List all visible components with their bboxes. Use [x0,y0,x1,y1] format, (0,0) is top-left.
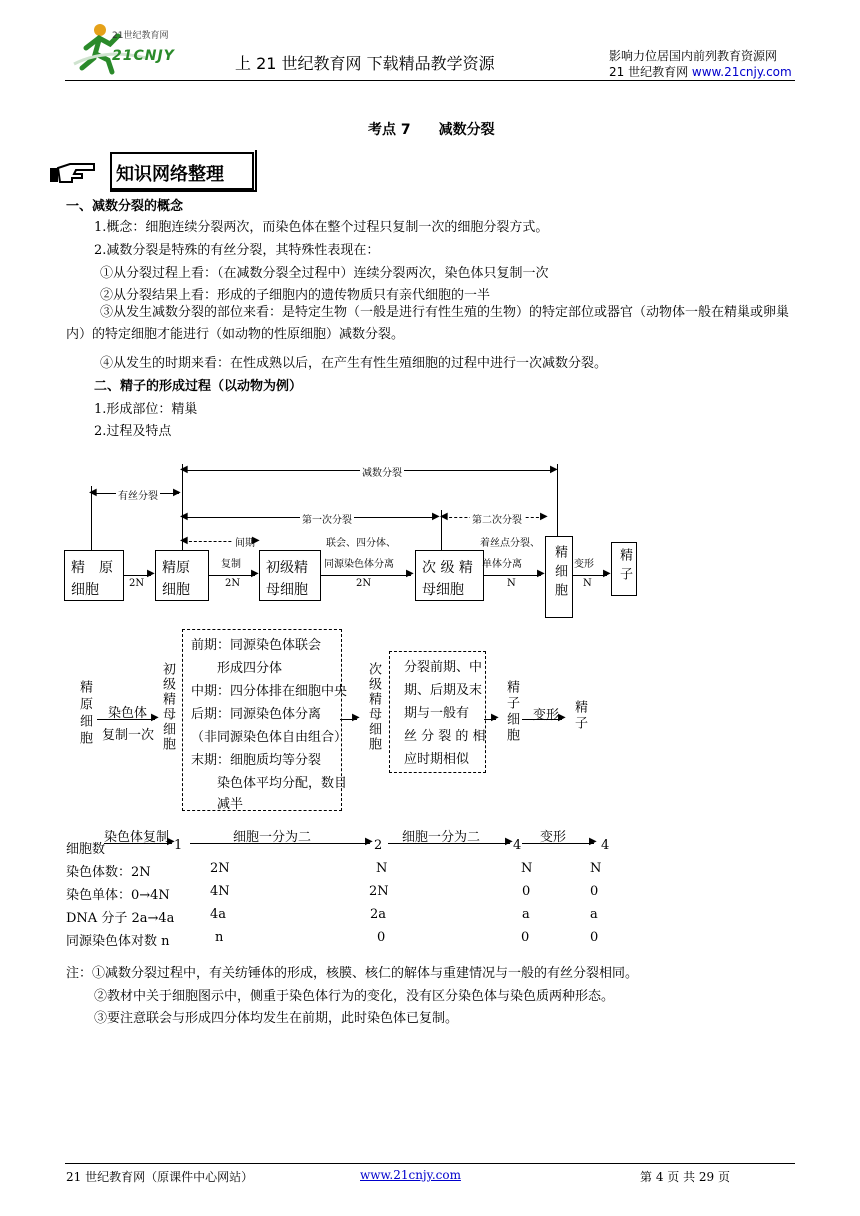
header-center: 上 21 世纪教育网 下载精品教学资源 [235,54,495,73]
header-link[interactable]: www.21cnjy.com [691,65,792,79]
logo[interactable] [66,18,186,76]
d2-primary: 初级精母细胞 [160,662,175,752]
footer-left: 21 世纪教育网（原课件中心网站） [66,1170,254,1184]
header-right-line2 [609,63,792,80]
note-2: ②教材中关于细胞图示中，侧重于染色体行为的变化，没有区分染色体与染色质两种形态。 [94,989,615,1004]
footer-link[interactable]: www.21cnjy.com [360,1168,461,1182]
d2-sperm: 精子 [572,700,587,732]
section2-p1: 1.形成部位：精巢 [94,402,198,417]
page-title: 考点 7 减数分裂 [368,122,495,138]
label-interphase: 间期 [233,534,257,549]
banner-text: 知识网络整理 [116,164,224,185]
box-spermatogonium-2: 精原 细胞 [155,550,209,601]
footer-page: 第 4 页 共 29 页 [640,1170,730,1184]
box-spermatid: 精细胞 [545,536,573,618]
section2-heading: 二、精子的形成过程（以动物为例） [94,379,303,394]
box-sperm: 精子 [611,542,637,596]
label-synapsis: 联会、四分体、 [326,538,396,549]
label-first-division: 第一次分裂 [300,511,354,526]
section1-p3: ①从分裂过程上看：（在减数分裂全过程中）连续分裂两次，染色体只复制一次 [100,266,549,281]
note-1: 注：①减数分裂过程中，有关纺锤体的形成，核膜、核仁的解体与重建情况与一般的有丝分裂相同。 [66,966,639,981]
label-second-division: 第二次分裂 [470,511,524,526]
section1-p1: 1.概念：细胞连续分裂两次，而染色体在整个过程只复制一次的细胞分裂方式。 [94,220,549,235]
section1-p5: ③从发生减数分裂的部位来看：是特定生物（一般是进行有性生殖的生物）的特定部位或器官（动物体一般在精巢或卵巢内）的特定细胞才能进行（如动物的性原细胞）减数分裂。 [66,305,790,342]
section1-p4: ②从分裂结果上看：形成的子细胞内的遗传物质只有亲代细胞的一半 [100,288,491,303]
d2-phases-box: 前期：同源染色体联会 形成四分体 中期：四分体排在细胞中央 后期：同源染色体分离 （非同源染色体自由组合） 末期：细胞质均等分裂 染色体平均分配，数目 减半 [182,629,342,811]
section2-p2: 2.过程及特点 [94,424,172,439]
pointing-hand-icon [48,160,98,190]
box-spermatogonium-1: 精 原 细胞 [64,550,124,601]
logo-bottom-text: 21CNJY [112,48,175,64]
header-right-prefix: 21 世纪教育网 [609,65,692,79]
section1-p2: 2.减数分裂是特殊的有丝分裂，其特殊性表现在： [94,243,380,258]
d2-secondary: 次级精母细胞 [366,662,381,752]
header-right-line1: 影响力位居国内前列教育资源网 [609,49,778,63]
box-secondary-spermatocyte: 次 级 精 母细胞 [415,550,484,601]
box-primary-spermatocyte: 初级精 母细胞 [259,550,321,601]
section1-heading: 一、减数分裂的概念 [66,199,184,214]
d2-second-div-box: 分裂前期、中 期、后期及末 期与一般有 丝 分 裂 的 相 应时期相似 [389,651,486,773]
d2-spermatogonium: 精原细胞 [77,680,92,748]
logo-top-text: 21世纪教育网 [112,31,169,41]
label-meiosis: 减数分裂 [360,464,404,479]
section-banner [110,152,254,190]
header-rule [65,80,795,81]
logo-runner-icon [66,18,186,76]
label-centromere: 着丝点分裂、 [480,538,540,549]
d2-spermatid: 精子细胞 [504,680,519,744]
label-mitosis: 有丝分裂 [116,487,160,502]
section1-p6: ④从发生的时期来看：在性成熟以后，在产生有性生殖细胞的过程中进行一次减数分裂。 [100,356,608,371]
footer-rule [65,1163,795,1164]
note-3: ③要注意联会与形成四分体均发生在前期，此时染色体已复制。 [94,1011,459,1026]
